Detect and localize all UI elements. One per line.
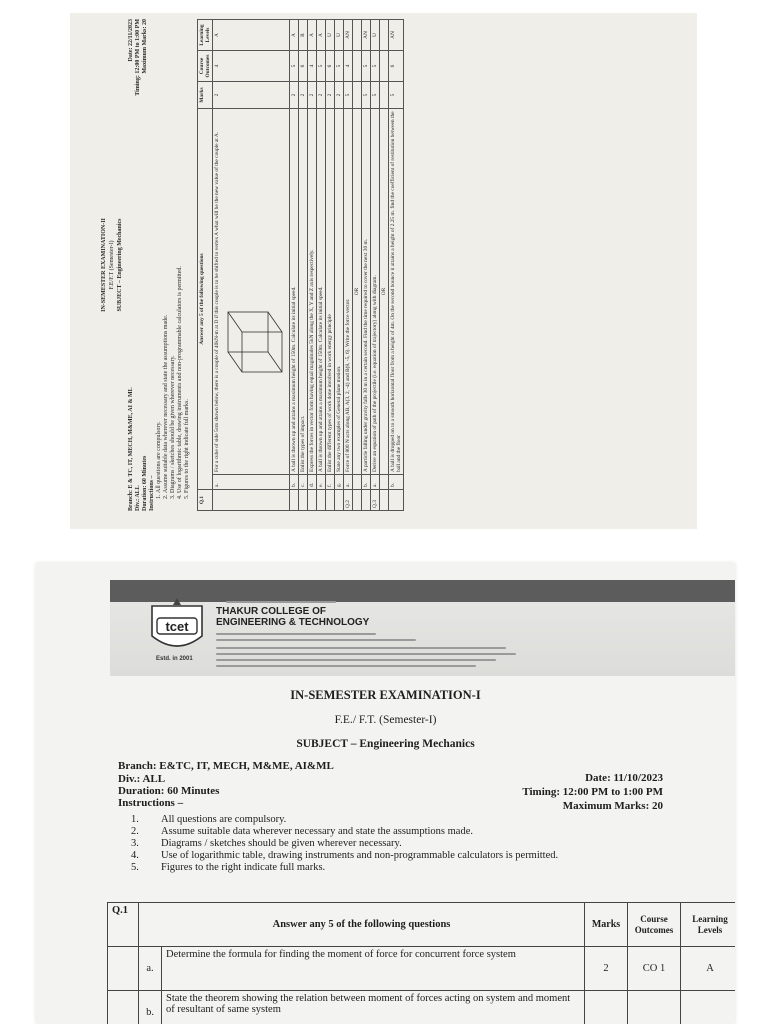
question-text: State any two examples of General plane motion. [335,109,344,475]
ll-cell: A [317,20,326,51]
exam-timing: Timing: 12:00 PM to 1:00 PM [522,786,663,798]
marks-cell [380,82,389,109]
ll-cell: U [326,20,335,51]
ll-cell: AN [344,20,353,51]
instruction-text: Figures to the right indicate full marks. [161,862,326,873]
top-exam-semester: F.E/F.T (Semester-I) [109,240,115,290]
top-exam-photo [70,13,697,529]
marks-cell: 2 [585,947,628,991]
q-no [290,490,299,511]
ll-cell: U [371,20,380,51]
letterhead-text-line [216,647,506,649]
letterhead-text-line [216,639,416,641]
ll-cell [380,20,389,51]
top-ll-header: Learning Levels [198,20,213,51]
question-text: A ball is dropped on to a smooth horizontal floor from a height of 4m. On the second bounce it attains a height of 2.25 m. find the coefficient of restitution between the ball and the floor [389,109,404,475]
co-cell: 4 [213,51,290,82]
instruction-item [131,838,558,850]
sub-question-number: a. [139,947,162,991]
or-separator: OR [353,109,362,475]
co-cell: 5 [290,51,299,82]
top-exam-title: IN-SEMESTER EXAMINATION-II [101,218,107,312]
co-cell: 4 [308,51,317,82]
q-no [335,490,344,511]
marks-cell [585,991,628,1024]
question-text: For a cube of side 5cm shown below, there is a couple of 40kN-m at D if this couple is to be shifted to vertex A what will be the new value of the couple at A. [214,131,220,472]
q-no [389,490,404,511]
q-no: Q.3 [371,490,380,511]
q-number-header: Q.1 [108,903,139,947]
logo-text: tcet [165,619,189,634]
sub-no: a. [213,475,290,490]
top-question-table [197,19,404,511]
top-q-no-header: Q.1 [198,490,213,511]
table-row [308,20,317,511]
branch-info: Branch: E&TC, IT, MECH, M&ME, AI&ML [118,760,334,772]
co-cell: 6 [389,51,404,82]
sub-no [353,475,362,490]
marks-cell: 2 [308,82,317,109]
learning-levels-header: Learning Levels [681,903,736,947]
top-instruction: 1. All questions are compulsory. [156,19,163,493]
ll-cell: AN [389,20,404,51]
table-row [317,20,326,511]
course-outcome-cell: CO 1 [628,947,681,991]
table-row [108,991,736,1024]
table-row [380,20,389,511]
sub-no: a. [344,475,353,490]
q-no: Q.2 [344,490,353,511]
instruction-number: 3. [131,838,139,849]
marks-cell: 2 [299,82,308,109]
co-cell: 5 [371,51,380,82]
question-table [107,902,735,1024]
table-row [326,20,335,511]
top-date: Date: 22/11/2023 [128,19,134,62]
question-header: Answer any 5 of the following questions [139,903,585,947]
question-text: A ball is thrown up and attains a maximum height of 150m. Calculate its initial speed. [317,109,326,475]
sub-no [380,475,389,490]
marks-header: Marks [585,903,628,947]
top-instructions-list [156,19,191,511]
table-row [108,947,736,991]
logo-year: Estd. in 2001 [156,656,193,662]
learning-level-cell: A [681,947,736,991]
question-cell [213,109,290,475]
instruction-text: All questions are compulsory. [161,814,287,825]
rotated-exam-sheet [100,19,662,511]
co-cell [353,51,362,82]
question-text: Enlist the different types of work done involved in work energy principle [326,109,335,475]
top-instructions-label: Instructions – [149,475,155,511]
instruction-number: 5. [131,862,139,873]
top-co-header: Course Outcomes [198,51,213,82]
ll-cell: U [335,20,344,51]
instruction-text: Assume suitable data wherever necessary and state the assumptions made. [161,826,473,837]
instructions-label: Instructions – [118,797,184,809]
ll-cell: R [299,20,308,51]
question-text: Express the forces in vector form having equal magnitudes 5kN along the X, Y and Z axis respectively. [308,109,317,475]
instruction-number: 1. [131,814,139,825]
q-no [317,490,326,511]
q-no [326,490,335,511]
instruction-item [131,862,558,874]
table-row [213,20,290,511]
co-cell [380,51,389,82]
question-text: Derive an equation of path of the projectile (i.e. equation of trajectory) along with diagram. [371,109,380,475]
table-row [344,20,353,511]
sub-question-number: b. [139,991,162,1024]
letterhead-text-line [216,665,476,667]
q-no [380,490,389,511]
letterhead-text-line [226,601,336,603]
course-outcomes-header: Course Outcomes [628,903,681,947]
marks-cell: 5 [362,82,371,109]
sub-no: b. [362,475,371,490]
exam-title: IN-SEMESTER EXAMINATION-I [290,688,481,702]
marks-cell: 2 [290,82,299,109]
question-text: State the theorem showing the relation between moment of forces acting on system and moment of resultant of same system [162,991,585,1024]
instruction-number: 2. [131,826,139,837]
ll-cell: A [213,20,290,51]
sub-no: b. [389,475,404,490]
instruction-item [131,826,558,838]
division-info: Div.: ALL [118,773,166,785]
top-instruction: 4. Use of logarithmic table, drawing instruments and non-programmable calculators is permitted. [177,19,184,493]
top-instruction: 2. Assume suitable data wherever necessary and state the assumptions made. [163,19,170,493]
instruction-number: 4. [131,850,139,861]
question-text: A particle falling under gravity falls 30 m in a certain second. Find the time required to cover the next 30 m. [362,109,371,475]
co-cell: 6 [299,51,308,82]
table-row [353,20,362,511]
sub-no: d. [308,475,317,490]
letterhead-text-line [216,633,376,635]
marks-cell: 5 [371,82,380,109]
table-row [389,20,404,511]
table-row [371,20,380,511]
course-outcome-cell [628,991,681,1024]
instruction-item [131,814,558,826]
marks-cell: 2 [335,82,344,109]
sub-no: a. [371,475,380,490]
or-separator: OR [380,109,389,475]
cube-diagram [224,292,286,382]
top-exam-subject: SUBJECT – Engineering Mechanics [117,218,123,312]
sub-no: g. [335,475,344,490]
marks-cell: 5 [344,82,353,109]
table-row [299,20,308,511]
top-div: Div.: ALL [135,485,141,511]
instructions-list [131,814,558,874]
table-row [290,20,299,511]
marks-cell: 2 [213,82,290,109]
college-name [216,606,369,628]
ll-cell: A [290,20,299,51]
letterhead-text-line [216,653,516,655]
instruction-text: Use of logarithmic table, drawing instruments and non-programmable calculators is permitted. [161,850,559,861]
top-table-header [198,20,213,511]
q-no [353,490,362,511]
top-question-header: Answer any 5 of the following questions [198,109,213,490]
marks-cell: 5 [389,82,404,109]
college-logo [148,596,206,656]
question-text: Force of 800 N acts along AB, A(3, 2, -4) and B(8, -5, 6). Write the force vector. [344,109,353,475]
co-cell: 5 [317,51,326,82]
marks-cell: 2 [326,82,335,109]
co-cell: 5 [335,51,344,82]
top-instruction: 5. Figures to the right indicate full marks. [184,19,191,493]
top-instruction: 3. Diagrams / sketches should be given wherever necessary. [170,19,177,493]
question-text: Determine the formula for finding the moment of force for concurrent force system [162,947,585,991]
exam-semester: F.E./ F.T. (Semester-I) [334,714,437,726]
table-row [362,20,371,511]
college-name-line1: THAKUR COLLEGE OF [216,606,326,617]
ll-cell: A [308,20,317,51]
co-cell: 6 [326,51,335,82]
sub-no: f. [326,475,335,490]
top-marks-header: Marks [198,82,213,109]
q-no [299,490,308,511]
question-text: A ball is thrown up and attains a maximum height of 150m. Calculate its initial speed. [290,109,299,475]
instruction-text: Diagrams / sketches should be given wherever necessary. [161,838,402,849]
top-duration: Duration: 60 Minutes [142,455,148,511]
college-name-line2: ENGINEERING & TECHNOLOGY [216,617,370,628]
q-number-cell [108,947,139,991]
learning-level-cell [681,991,736,1024]
bottom-exam-photo [36,563,735,1024]
duration-info: Duration: 60 Minutes [118,785,220,797]
question-text: Enlist the types of impact. [299,109,308,475]
co-cell: 5 [362,51,371,82]
q-no [308,490,317,511]
table-row [335,20,344,511]
q-number-cell [108,991,139,1024]
instruction-item [131,850,558,862]
marks-cell: 2 [317,82,326,109]
max-marks: Maximum Marks: 20 [562,800,663,812]
letterhead-text-line [216,659,496,661]
ll-cell: AN [362,20,371,51]
sub-no: b. [290,475,299,490]
top-branch: Branch: E & TC, IT, MECH, M&ME, AI & ML [128,387,134,511]
co-cell: 4 [344,51,353,82]
exam-date: Date: 11/10/2023 [585,772,663,784]
marks-cell [353,82,362,109]
exam-subject: SUBJECT – Engineering Mechanics [296,738,475,750]
q-no [213,490,290,511]
sub-no: c. [299,475,308,490]
table-header-row [108,903,736,947]
q-no [362,490,371,511]
sub-no: e. [317,475,326,490]
top-timing: Timing: 12:00 PM to 1:00 PM [135,19,141,96]
ll-cell [353,20,362,51]
top-max-marks: Maximum Marks: 20 [142,19,148,74]
